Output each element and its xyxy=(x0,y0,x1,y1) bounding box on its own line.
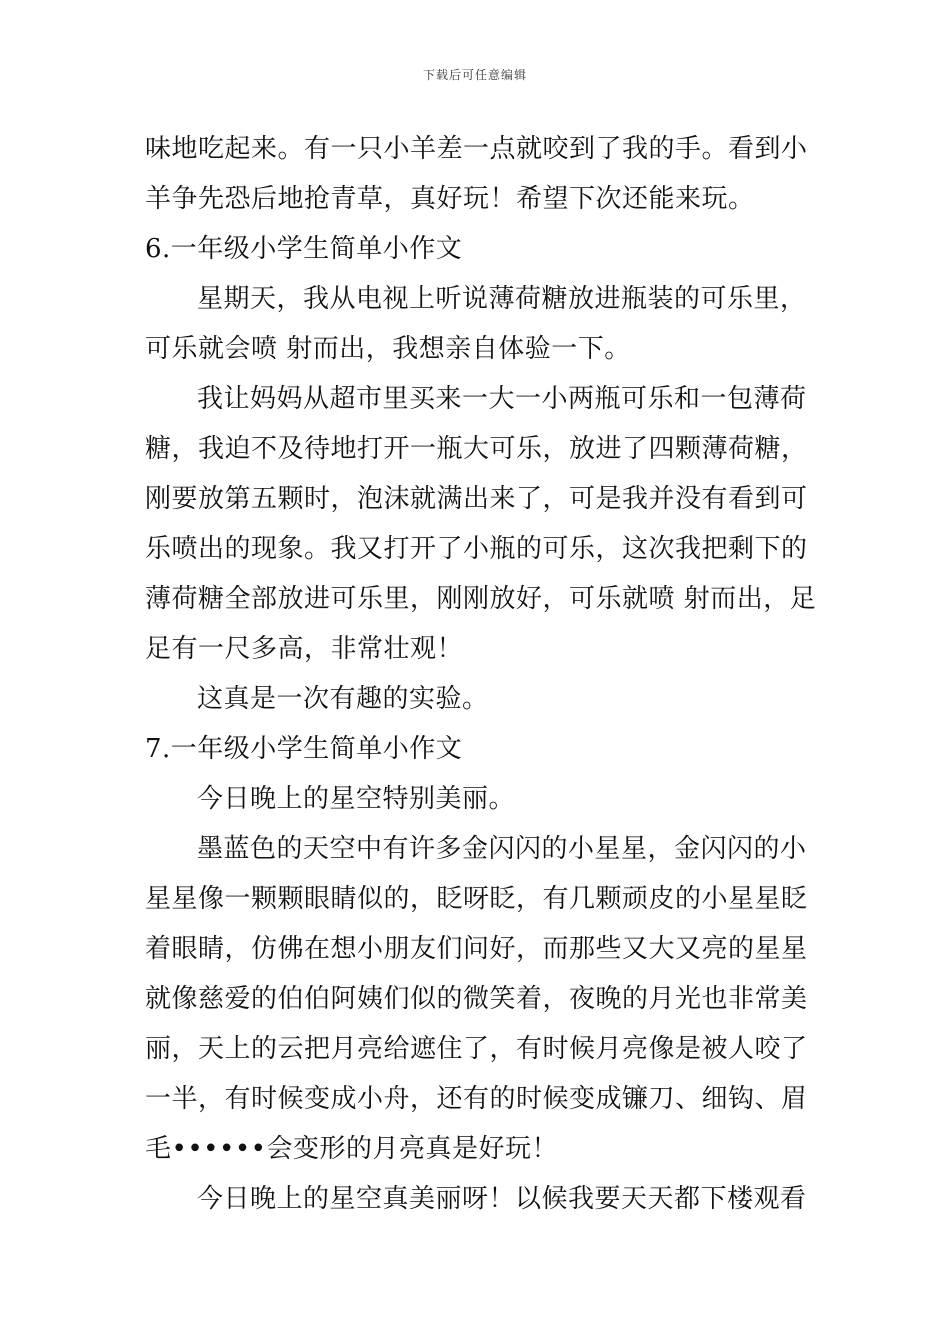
text-line: 毛••••••会变形的月亮真是好玩！ xyxy=(145,1134,559,1164)
text-line: 乐喷出的现象。我又打开了小瓶的可乐，这次我把剩下的 xyxy=(145,534,808,564)
text-line: 这真是一次有趣的实验。 xyxy=(197,684,489,714)
section-heading: 6.一年级小学生简单小作文 xyxy=(145,234,463,264)
text-line: 羊争先恐后地抢青草，真好玩！希望下次还能来玩。 xyxy=(145,184,755,214)
document-body xyxy=(145,124,817,1224)
text-line: 星星像一颗颗眼睛似的，眨呀眨，有几颗顽皮的小星星眨 xyxy=(145,884,808,914)
text-line: 今日晚上的星空特别美丽。 xyxy=(197,784,516,814)
text-line: 薄荷糖全部放进可乐里，刚刚放好，可乐就喷 射而出，足 xyxy=(145,584,817,614)
text-line: 可乐就会喷 射而出，我想亲自体验一下。 xyxy=(145,334,631,364)
text-line: 墨蓝色的天空中有许多金闪闪的小星星，金闪闪的小 xyxy=(197,834,807,864)
section-heading: 7.一年级小学生简单小作文 xyxy=(145,734,463,764)
text-line: 我让妈妈从超市里买来一大一小两瓶可乐和一包薄荷 xyxy=(197,384,807,414)
text-line: 丽，天上的云把月亮给遮住了，有时候月亮像是被人咬了 xyxy=(145,1034,808,1064)
text-line: 糖，我迫不及待地打开一瓶大可乐，放进了四颗薄荷糖， xyxy=(145,434,808,464)
text-line: 一半，有时候变成小舟，还有的时候变成镰刀、细钩、眉 xyxy=(145,1084,808,1114)
text-line: 今日晚上的星空真美丽呀！以候我要天天都下楼观看 xyxy=(197,1184,807,1214)
text-line: 就像慈爱的伯伯阿姨们似的微笑着，夜晚的月光也非常美 xyxy=(145,984,808,1014)
text-line: 足有一尺多高，非常壮观！ xyxy=(145,634,464,664)
text-line: 着眼睛，仿佛在想小朋友们问好，而那些又大又亮的星星 xyxy=(145,934,808,964)
page-header-note: 下载后可任意编辑 xyxy=(422,68,527,82)
text-line: 味地吃起来。有一只小羊差一点就咬到了我的手。看到小 xyxy=(145,134,808,164)
text-line: 星期天，我从电视上听说薄荷糖放进瓶装的可乐里， xyxy=(197,284,807,314)
text-line: 刚要放第五颗时，泡沫就满出来了，可是我并没有看到可 xyxy=(145,484,808,514)
